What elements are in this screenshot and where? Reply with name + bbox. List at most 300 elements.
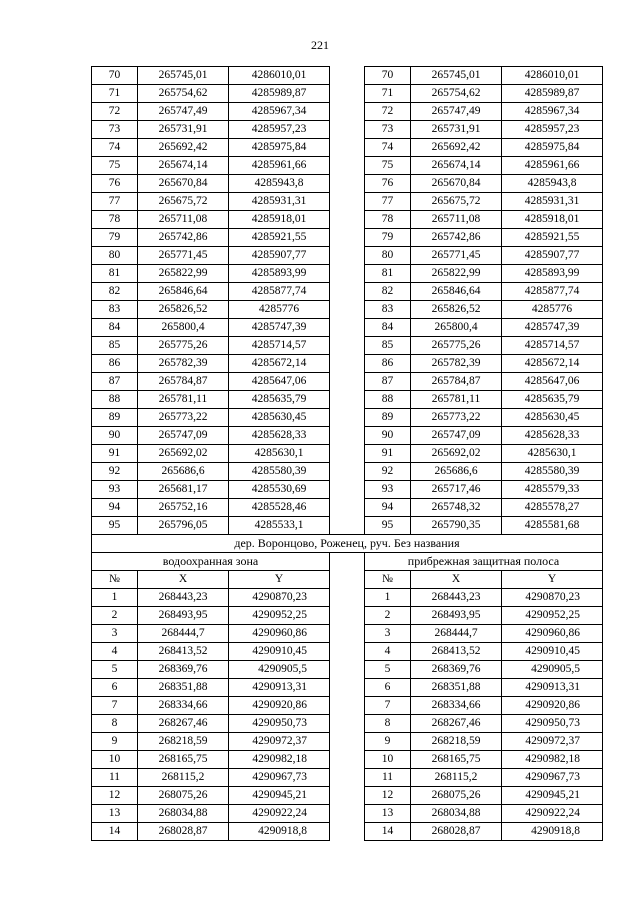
y-coordinate-cell: 4290918,8 <box>502 823 603 841</box>
x-coordinate-cell: 265747,49 <box>138 103 229 121</box>
col-header-num: № <box>365 571 411 589</box>
y-coordinate-cell: 4285907,77 <box>229 247 330 265</box>
y-coordinate-cell: 4285581,68 <box>502 517 603 535</box>
y-coordinate-cell: 4285672,14 <box>502 355 603 373</box>
point-number-cell: 73 <box>365 121 411 139</box>
table-row <box>92 175 603 193</box>
y-coordinate-cell: 4290920,86 <box>502 697 603 715</box>
y-coordinate-cell: 4285957,23 <box>229 121 330 139</box>
x-coordinate-cell: 265747,09 <box>138 427 229 445</box>
gap-cell <box>330 103 365 121</box>
table-row <box>92 715 603 733</box>
x-coordinate-cell: 265742,86 <box>138 229 229 247</box>
gap-cell <box>330 805 365 823</box>
gap-cell <box>330 337 365 355</box>
x-coordinate-cell: 265781,11 <box>138 391 229 409</box>
x-coordinate-cell: 265771,45 <box>411 247 502 265</box>
x-coordinate-cell: 268165,75 <box>411 751 502 769</box>
table-row <box>92 121 603 139</box>
table-row <box>92 139 603 157</box>
x-coordinate-cell: 265826,52 <box>138 301 229 319</box>
x-coordinate-cell: 265745,01 <box>411 67 502 85</box>
x-coordinate-cell: 268075,26 <box>138 787 229 805</box>
point-number-cell: 82 <box>365 283 411 301</box>
x-coordinate-cell: 265781,11 <box>411 391 502 409</box>
gap-cell <box>330 427 365 445</box>
y-coordinate-cell: 4290913,31 <box>229 679 330 697</box>
y-coordinate-cell: 4290960,86 <box>502 625 603 643</box>
point-number-cell: 71 <box>365 85 411 103</box>
x-coordinate-cell: 265745,01 <box>138 67 229 85</box>
gap-cell <box>330 661 365 679</box>
table-row <box>92 589 603 607</box>
x-coordinate-cell: 265822,99 <box>411 265 502 283</box>
y-coordinate-cell: 4285635,79 <box>502 391 603 409</box>
x-coordinate-cell: 268443,23 <box>411 589 502 607</box>
x-coordinate-cell: 268369,76 <box>138 661 229 679</box>
x-coordinate-cell: 268493,95 <box>411 607 502 625</box>
point-number-cell: 82 <box>92 283 138 301</box>
y-coordinate-cell: 4285747,39 <box>229 319 330 337</box>
gap-cell <box>330 409 365 427</box>
y-coordinate-cell: 4285630,45 <box>502 409 603 427</box>
table-row <box>92 463 603 481</box>
point-number-cell: 83 <box>92 301 138 319</box>
y-coordinate-cell: 4290922,24 <box>502 805 603 823</box>
gap-cell <box>330 589 365 607</box>
point-number-cell: 71 <box>92 85 138 103</box>
x-coordinate-cell: 265748,32 <box>411 499 502 517</box>
y-coordinate-cell: 4290967,73 <box>229 769 330 787</box>
table-row <box>92 733 603 751</box>
x-coordinate-cell: 268334,66 <box>411 697 502 715</box>
x-coordinate-cell: 265692,42 <box>138 139 229 157</box>
point-number-cell: 1 <box>365 589 411 607</box>
x-coordinate-cell: 268444,7 <box>138 625 229 643</box>
gap-cell <box>330 67 365 85</box>
x-coordinate-cell: 265711,08 <box>411 211 502 229</box>
x-coordinate-cell: 265790,35 <box>411 517 502 535</box>
point-number-cell: 84 <box>92 319 138 337</box>
point-number-cell: 90 <box>92 427 138 445</box>
y-coordinate-cell: 4285893,99 <box>502 265 603 283</box>
point-number-cell: 75 <box>92 157 138 175</box>
x-coordinate-cell: 265747,49 <box>411 103 502 121</box>
y-coordinate-cell: 4290870,23 <box>502 589 603 607</box>
point-number-cell: 85 <box>92 337 138 355</box>
col-header-num: № <box>92 571 138 589</box>
y-coordinate-cell: 4285921,55 <box>229 229 330 247</box>
gap-cell <box>330 211 365 229</box>
point-number-cell: 5 <box>92 661 138 679</box>
y-coordinate-cell: 4285893,99 <box>229 265 330 283</box>
gap-cell <box>330 265 365 283</box>
point-number-cell: 78 <box>365 211 411 229</box>
y-coordinate-cell: 4285957,23 <box>502 121 603 139</box>
table-row <box>92 517 603 535</box>
point-number-cell: 12 <box>92 787 138 805</box>
y-coordinate-cell: 4285628,33 <box>229 427 330 445</box>
gap-cell <box>330 769 365 787</box>
y-coordinate-cell: 4285931,31 <box>229 193 330 211</box>
col-header-y: Y <box>502 571 603 589</box>
point-number-cell: 86 <box>92 355 138 373</box>
point-number-cell: 7 <box>92 697 138 715</box>
table-row <box>92 193 603 211</box>
table-row <box>92 751 603 769</box>
y-coordinate-cell: 4285907,77 <box>502 247 603 265</box>
x-coordinate-cell: 265773,22 <box>138 409 229 427</box>
point-number-cell: 1 <box>92 589 138 607</box>
y-coordinate-cell: 4290910,45 <box>502 643 603 661</box>
y-coordinate-cell: 4285580,39 <box>229 463 330 481</box>
point-number-cell: 79 <box>365 229 411 247</box>
x-coordinate-cell: 265692,02 <box>138 445 229 463</box>
gap-cell <box>330 715 365 733</box>
gap-cell <box>330 229 365 247</box>
point-number-cell: 79 <box>92 229 138 247</box>
gap-cell <box>330 247 365 265</box>
y-coordinate-cell: 4285528,46 <box>229 499 330 517</box>
x-coordinate-cell: 265711,08 <box>138 211 229 229</box>
page-number: 221 <box>311 38 329 52</box>
point-number-cell: 87 <box>365 373 411 391</box>
y-coordinate-cell: 4285672,14 <box>229 355 330 373</box>
gap-cell <box>330 85 365 103</box>
y-coordinate-cell: 4285776 <box>502 301 603 319</box>
gap-cell <box>330 517 365 535</box>
y-coordinate-cell: 4285630,1 <box>229 445 330 463</box>
gap-cell <box>330 643 365 661</box>
table-row <box>92 661 603 679</box>
x-coordinate-cell: 268267,46 <box>138 715 229 733</box>
table-row <box>92 211 603 229</box>
y-coordinate-cell: 4290982,18 <box>229 751 330 769</box>
point-number-cell: 9 <box>365 733 411 751</box>
x-coordinate-cell: 268413,52 <box>411 643 502 661</box>
gap-cell <box>330 733 365 751</box>
x-coordinate-cell: 265800,4 <box>411 319 502 337</box>
x-coordinate-cell: 265731,91 <box>411 121 502 139</box>
y-coordinate-cell: 4290972,37 <box>502 733 603 751</box>
y-coordinate-cell: 4290945,21 <box>229 787 330 805</box>
point-number-cell: 86 <box>365 355 411 373</box>
y-coordinate-cell: 4290945,21 <box>502 787 603 805</box>
point-number-cell: 70 <box>365 67 411 85</box>
table-row <box>92 499 603 517</box>
gap-cell <box>330 139 365 157</box>
gap-cell <box>330 625 365 643</box>
x-coordinate-cell: 265686,6 <box>138 463 229 481</box>
y-coordinate-cell: 4290913,31 <box>502 679 603 697</box>
x-coordinate-cell: 268165,75 <box>138 751 229 769</box>
table-row <box>92 247 603 265</box>
x-coordinate-cell: 265846,64 <box>411 283 502 301</box>
x-coordinate-cell: 268351,88 <box>138 679 229 697</box>
point-number-cell: 80 <box>92 247 138 265</box>
x-coordinate-cell: 265731,91 <box>138 121 229 139</box>
gap-cell <box>330 787 365 805</box>
table-row <box>92 607 603 625</box>
x-coordinate-cell: 268028,87 <box>411 823 502 841</box>
gap-cell <box>330 499 365 517</box>
x-coordinate-cell: 265784,87 <box>138 373 229 391</box>
point-number-cell: 8 <box>92 715 138 733</box>
x-coordinate-cell: 265796,05 <box>138 517 229 535</box>
y-coordinate-cell: 4285918,01 <box>502 211 603 229</box>
gap-cell <box>330 319 365 337</box>
x-coordinate-cell: 265674,14 <box>138 157 229 175</box>
point-number-cell: 80 <box>365 247 411 265</box>
x-coordinate-cell: 268413,52 <box>138 643 229 661</box>
y-coordinate-cell: 4290960,86 <box>229 625 330 643</box>
y-coordinate-cell: 4285647,06 <box>229 373 330 391</box>
gap-cell <box>330 553 365 571</box>
y-coordinate-cell: 4285628,33 <box>502 427 603 445</box>
table-row <box>92 85 603 103</box>
x-coordinate-cell: 265822,99 <box>138 265 229 283</box>
table-row <box>92 283 603 301</box>
y-coordinate-cell: 4290920,86 <box>229 697 330 715</box>
point-number-cell: 84 <box>365 319 411 337</box>
gap-cell <box>330 121 365 139</box>
y-coordinate-cell: 4285931,31 <box>502 193 603 211</box>
table-row <box>92 697 603 715</box>
x-coordinate-cell: 265782,39 <box>138 355 229 373</box>
point-number-cell: 76 <box>92 175 138 193</box>
point-number-cell: 89 <box>365 409 411 427</box>
point-number-cell: 81 <box>92 265 138 283</box>
point-number-cell: 6 <box>365 679 411 697</box>
y-coordinate-cell: 4285714,57 <box>229 337 330 355</box>
x-coordinate-cell: 268351,88 <box>411 679 502 697</box>
point-number-cell: 88 <box>365 391 411 409</box>
point-number-cell: 70 <box>92 67 138 85</box>
x-coordinate-cell: 268115,2 <box>411 769 502 787</box>
point-number-cell: 7 <box>365 697 411 715</box>
gap-cell <box>330 445 365 463</box>
point-number-cell: 95 <box>365 517 411 535</box>
y-coordinate-cell: 4290950,73 <box>502 715 603 733</box>
y-coordinate-cell: 4285635,79 <box>229 391 330 409</box>
x-coordinate-cell: 268369,76 <box>411 661 502 679</box>
y-coordinate-cell: 4285578,27 <box>502 499 603 517</box>
y-coordinate-cell: 4290922,24 <box>229 805 330 823</box>
table-row <box>92 103 603 121</box>
x-coordinate-cell: 268218,59 <box>138 733 229 751</box>
x-coordinate-cell: 265754,62 <box>411 85 502 103</box>
x-coordinate-cell: 268075,26 <box>411 787 502 805</box>
x-coordinate-cell: 265742,86 <box>411 229 502 247</box>
gap-cell <box>330 355 365 373</box>
table-row <box>92 409 603 427</box>
y-coordinate-cell: 4285961,66 <box>229 157 330 175</box>
coordinates-table <box>91 66 603 841</box>
point-number-cell: 13 <box>365 805 411 823</box>
x-coordinate-cell: 265670,84 <box>411 175 502 193</box>
y-coordinate-cell: 4285975,84 <box>229 139 330 157</box>
x-coordinate-cell: 265670,84 <box>138 175 229 193</box>
gap-cell <box>330 679 365 697</box>
point-number-cell: 72 <box>365 103 411 121</box>
point-number-cell: 85 <box>365 337 411 355</box>
y-coordinate-cell: 4285989,87 <box>229 85 330 103</box>
y-coordinate-cell: 4286010,01 <box>502 67 603 85</box>
point-number-cell: 2 <box>365 607 411 625</box>
point-number-cell: 12 <box>365 787 411 805</box>
x-coordinate-cell: 265692,02 <box>411 445 502 463</box>
x-coordinate-cell: 265692,42 <box>411 139 502 157</box>
x-coordinate-cell: 265686,6 <box>411 463 502 481</box>
x-coordinate-cell: 265775,26 <box>138 337 229 355</box>
point-number-cell: 91 <box>365 445 411 463</box>
y-coordinate-cell: 4290910,45 <box>229 643 330 661</box>
gap-cell <box>330 607 365 625</box>
y-coordinate-cell: 4290905,5 <box>502 661 603 679</box>
y-coordinate-cell: 4285647,06 <box>502 373 603 391</box>
table-row <box>92 319 603 337</box>
y-coordinate-cell: 4285530,69 <box>229 481 330 499</box>
table-row <box>92 823 603 841</box>
point-number-cell: 83 <box>365 301 411 319</box>
point-number-cell: 6 <box>92 679 138 697</box>
x-coordinate-cell: 268267,46 <box>411 715 502 733</box>
y-coordinate-cell: 4285747,39 <box>502 319 603 337</box>
table-row <box>92 445 603 463</box>
x-coordinate-cell: 268493,95 <box>138 607 229 625</box>
point-number-cell: 87 <box>92 373 138 391</box>
table-row <box>92 679 603 697</box>
y-coordinate-cell: 4285961,66 <box>502 157 603 175</box>
y-coordinate-cell: 4285975,84 <box>502 139 603 157</box>
point-number-cell: 93 <box>92 481 138 499</box>
table-row <box>92 229 603 247</box>
x-coordinate-cell: 265747,09 <box>411 427 502 445</box>
point-number-cell: 92 <box>365 463 411 481</box>
point-number-cell: 93 <box>365 481 411 499</box>
x-coordinate-cell: 265681,17 <box>138 481 229 499</box>
point-number-cell: 92 <box>92 463 138 481</box>
section-title: дер. Воронцово, Роженец, руч. Без названия <box>92 535 603 553</box>
table-row <box>92 391 603 409</box>
y-coordinate-cell: 4290952,25 <box>229 607 330 625</box>
gap-cell <box>330 823 365 841</box>
point-number-cell: 8 <box>365 715 411 733</box>
y-coordinate-cell: 4285967,34 <box>229 103 330 121</box>
table-row <box>92 373 603 391</box>
table-row <box>92 643 603 661</box>
y-coordinate-cell: 4285579,33 <box>502 481 603 499</box>
point-number-cell: 91 <box>92 445 138 463</box>
point-number-cell: 90 <box>365 427 411 445</box>
gap-cell <box>330 193 365 211</box>
point-number-cell: 74 <box>92 139 138 157</box>
table-row <box>92 301 603 319</box>
y-coordinate-cell: 4290982,18 <box>502 751 603 769</box>
gap-cell <box>330 373 365 391</box>
x-coordinate-cell: 265675,72 <box>138 193 229 211</box>
point-number-cell: 13 <box>92 805 138 823</box>
y-coordinate-cell: 4285967,34 <box>502 103 603 121</box>
x-coordinate-cell: 265800,4 <box>138 319 229 337</box>
point-number-cell: 4 <box>365 643 411 661</box>
gap-cell <box>330 751 365 769</box>
point-number-cell: 77 <box>92 193 138 211</box>
y-coordinate-cell: 4290972,37 <box>229 733 330 751</box>
point-number-cell: 3 <box>365 625 411 643</box>
point-number-cell: 76 <box>365 175 411 193</box>
gap-cell <box>330 391 365 409</box>
y-coordinate-cell: 4285877,74 <box>229 283 330 301</box>
table-row <box>92 337 603 355</box>
point-number-cell: 14 <box>92 823 138 841</box>
y-coordinate-cell: 4285630,45 <box>229 409 330 427</box>
gap-cell <box>330 301 365 319</box>
table-row <box>92 355 603 373</box>
x-coordinate-cell: 265784,87 <box>411 373 502 391</box>
x-coordinate-cell: 265775,26 <box>411 337 502 355</box>
y-coordinate-cell: 4285943,8 <box>502 175 603 193</box>
table-row <box>92 481 603 499</box>
table-row <box>92 787 603 805</box>
x-coordinate-cell: 268028,87 <box>138 823 229 841</box>
point-number-cell: 74 <box>365 139 411 157</box>
x-coordinate-cell: 265717,46 <box>411 481 502 499</box>
x-coordinate-cell: 265846,64 <box>138 283 229 301</box>
y-coordinate-cell: 4290870,23 <box>229 589 330 607</box>
right-zone-title: прибрежная защитная полоса <box>365 553 603 571</box>
y-coordinate-cell: 4285630,1 <box>502 445 603 463</box>
point-number-cell: 88 <box>92 391 138 409</box>
point-number-cell: 73 <box>92 121 138 139</box>
x-coordinate-cell: 265771,45 <box>138 247 229 265</box>
point-number-cell: 11 <box>92 769 138 787</box>
y-coordinate-cell: 4285580,39 <box>502 463 603 481</box>
table-row <box>92 805 603 823</box>
y-coordinate-cell: 4285921,55 <box>502 229 603 247</box>
point-number-cell: 78 <box>92 211 138 229</box>
point-number-cell: 4 <box>92 643 138 661</box>
x-coordinate-cell: 268034,88 <box>138 805 229 823</box>
point-number-cell: 94 <box>365 499 411 517</box>
gap-cell <box>330 283 365 301</box>
x-coordinate-cell: 265675,72 <box>411 193 502 211</box>
table-row <box>92 625 603 643</box>
col-header-x: X <box>411 571 502 589</box>
gap-cell <box>330 463 365 481</box>
point-number-cell: 95 <box>92 517 138 535</box>
y-coordinate-cell: 4285533,1 <box>229 517 330 535</box>
x-coordinate-cell: 265674,14 <box>411 157 502 175</box>
point-number-cell: 3 <box>92 625 138 643</box>
section-header <box>92 535 603 589</box>
left-zone-title: водоохранная зона <box>92 553 330 571</box>
point-number-cell: 77 <box>365 193 411 211</box>
x-coordinate-cell: 265773,22 <box>411 409 502 427</box>
y-coordinate-cell: 4290918,8 <box>229 823 330 841</box>
y-coordinate-cell: 4285776 <box>229 301 330 319</box>
table-row <box>92 157 603 175</box>
y-coordinate-cell: 4285989,87 <box>502 85 603 103</box>
y-coordinate-cell: 4285877,74 <box>502 283 603 301</box>
x-coordinate-cell: 265754,62 <box>138 85 229 103</box>
point-number-cell: 81 <box>365 265 411 283</box>
point-number-cell: 9 <box>92 733 138 751</box>
table-row <box>92 427 603 445</box>
x-coordinate-cell: 268443,23 <box>138 589 229 607</box>
x-coordinate-cell: 268334,66 <box>138 697 229 715</box>
y-coordinate-cell: 4285943,8 <box>229 175 330 193</box>
